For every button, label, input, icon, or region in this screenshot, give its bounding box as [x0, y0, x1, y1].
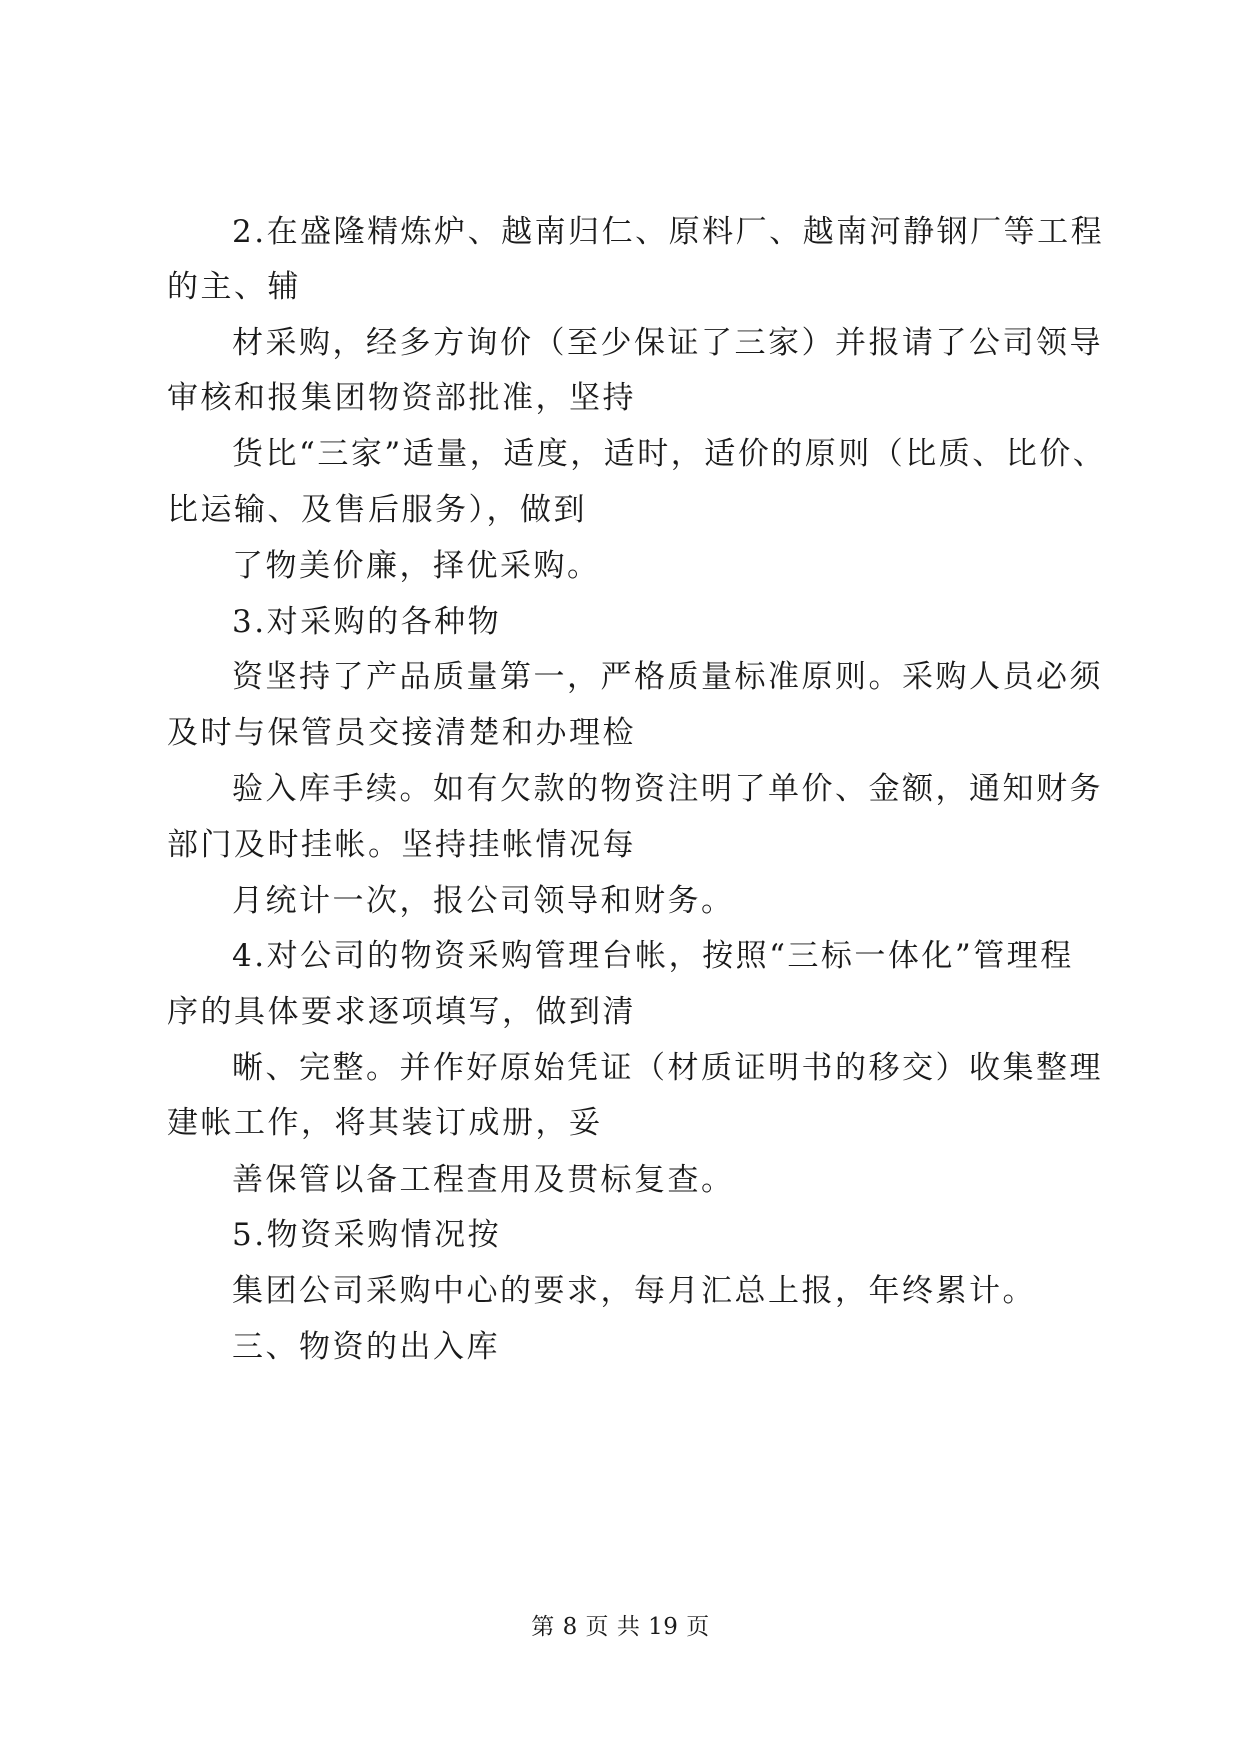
paragraph-13-line-1: 集团公司采购中心的要求，每月汇总上报，年终累计。 — [232, 1273, 1036, 1309]
paragraph-8-line-1: 月统计一次，报公司领导和财务。 — [232, 883, 735, 919]
paragraph-3-line-1: 货比“三家”适量，适度，适时，适价的原则（比质、比价、 — [232, 436, 1107, 472]
paragraph-9-line-1: 4.对公司的物资采购管理台帐，按照“三标一体化”管理程 — [232, 938, 1074, 974]
paragraph-6-line-1: 资坚持了产品质量第一，严格质量标准原则。采购人员必须 — [232, 659, 1103, 695]
paragraph-7-line-1: 验入库手续。如有欠款的物资注明了单价、金额，通知财务 — [232, 771, 1103, 807]
paragraph-10-line-1: 晰、完整。并作好原始凭证（材质证明书的移交）收集整理 — [232, 1050, 1103, 1086]
paragraph-12-line-1: 5.物资采购情况按 — [232, 1217, 502, 1253]
paragraph-3-line-2: 比运输、及售后服务），做到 — [167, 492, 587, 528]
paragraph-14-line-1: 三、物资的出入库 — [232, 1329, 500, 1365]
paragraph-10-line-2: 建帐工作，将其装订成册，妥 — [167, 1105, 603, 1141]
paragraph-6-line-2: 及时与保管员交接清楚和办理检 — [167, 715, 636, 751]
paragraph-9-line-2: 序的具体要求逐项填写，做到清 — [167, 994, 636, 1030]
paragraph-4-line-1: 了物美价廉，择优采购。 — [232, 548, 601, 584]
paragraph-2-line-2: 审核和报集团物资部批准，坚持 — [167, 380, 636, 416]
paragraph-2-line-1: 材采购，经多方询价（至少保证了三家）并报请了公司领导 — [232, 325, 1103, 361]
paragraph-5-line-1: 3.对采购的各种物 — [232, 604, 502, 640]
paragraph-11-line-1: 善保管以备工程查用及贯标复查。 — [232, 1162, 735, 1198]
page-number-footer: 第 8 页 共 19 页 — [531, 1614, 710, 1640]
paragraph-1-line-2: 的主、辅 — [167, 269, 301, 305]
paragraph-7-line-2: 部门及时挂帐。坚持挂帐情况每 — [167, 827, 636, 863]
paragraph-1-line-1: 2.在盛隆精炼炉、越南归仁、原料厂、越南河静钢厂等工程 — [232, 214, 1105, 250]
